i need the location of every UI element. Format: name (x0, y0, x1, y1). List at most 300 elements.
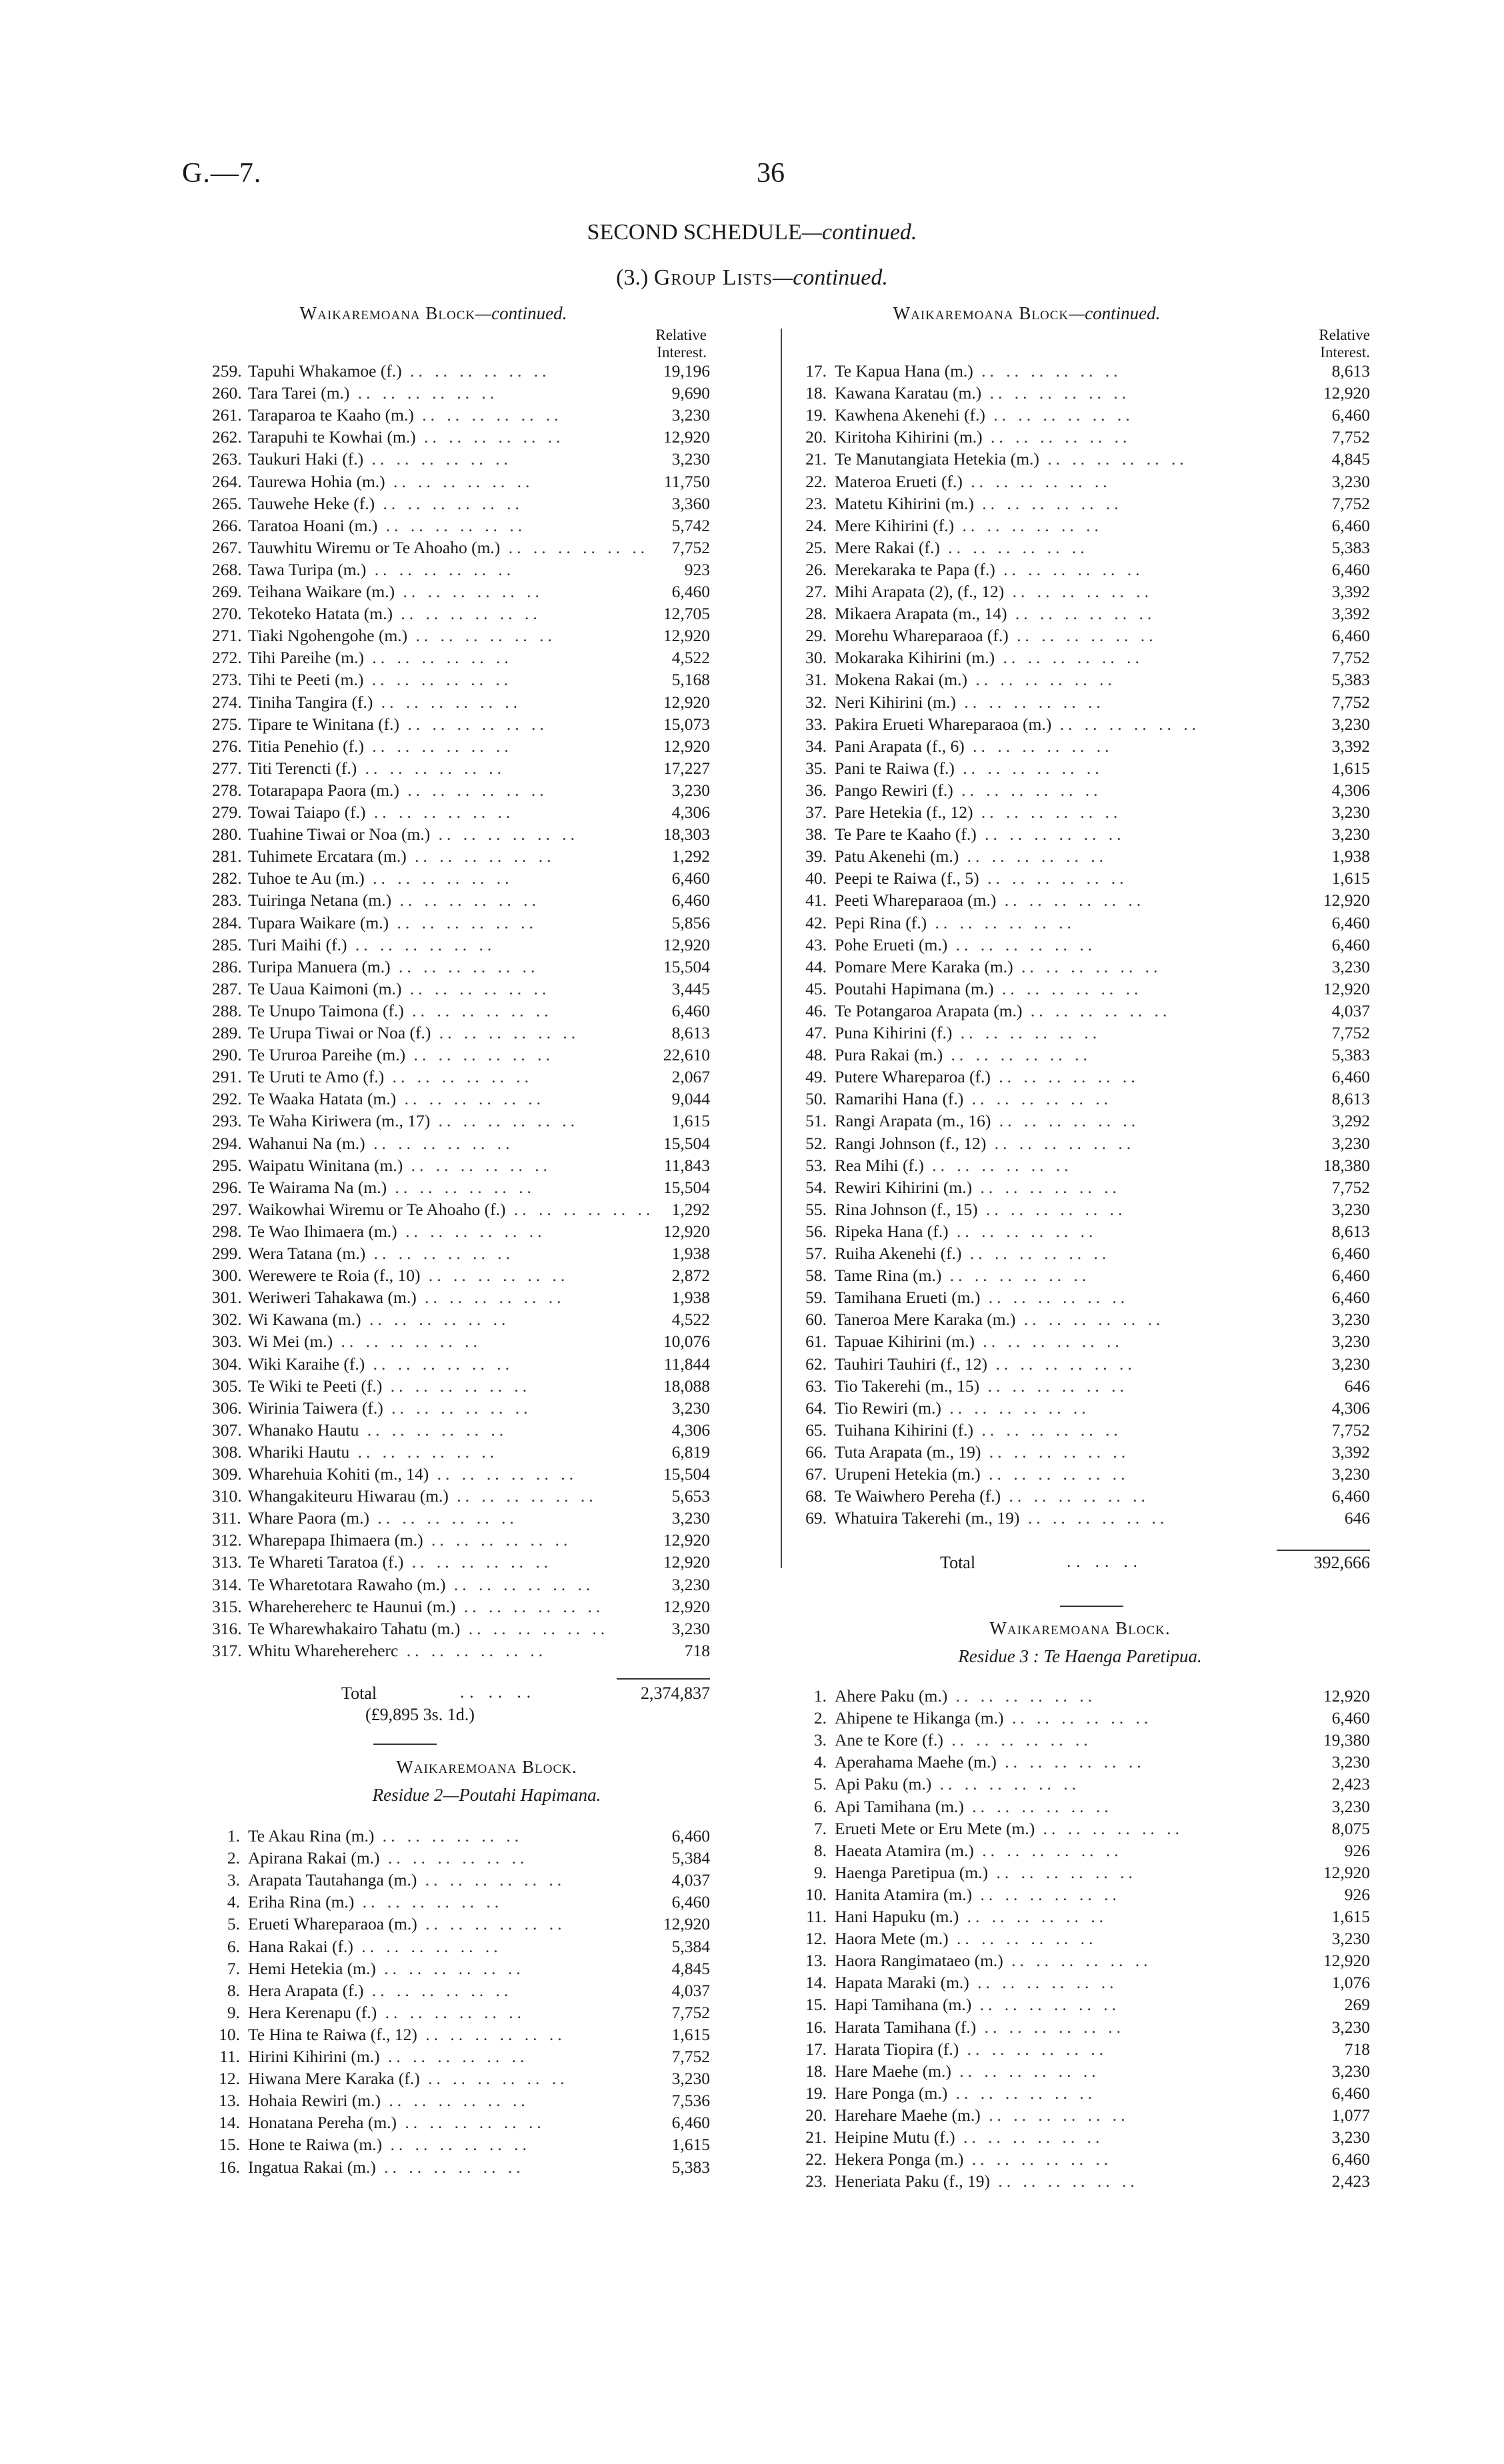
residue3-row-value: 19,380 (1323, 1730, 1370, 1750)
right-row (793, 1442, 1370, 1462)
right-row-name: Mere Kihirini (f.) .. .. .. .. .. .. (835, 515, 1103, 535)
right-row (793, 935, 1370, 955)
residue2-row-value: 4,037 (671, 1980, 710, 2000)
residue2-row-value: 5,383 (671, 2157, 710, 2177)
right-row (793, 516, 1370, 536)
right-row-value: 4,306 (1331, 1398, 1370, 1418)
right-row-name: Urupeni Hetekia (m.) .. .. .. .. .. .. (835, 1464, 1129, 1484)
left-row-number: 274. (212, 692, 242, 712)
right-row-name: Rangi Johnson (f., 12) .. .. .. .. .. .. (835, 1133, 1135, 1153)
left-row-value: 3,230 (671, 1508, 710, 1528)
right-row-name: Te Manutangiata Hetekia (m.) .. .. .. .. .. .. (835, 449, 1188, 469)
left-row (212, 1376, 710, 1396)
left-row-name: Wahanui Na (m.) .. .. .. .. .. .. (248, 1133, 514, 1153)
left-heading-suffix: —continued. (475, 303, 567, 323)
residue3-row-number: 13. (805, 1951, 827, 1971)
residue2-row (212, 1981, 710, 2001)
left-row-name: Waikowhai Wiremu or Te Ahoaho (f.) .. .. .. .. .. .. (248, 1199, 655, 1219)
right-row-number: 67. (805, 1464, 827, 1484)
left-row-value: 5,856 (671, 912, 710, 932)
left-row (212, 736, 710, 756)
right-row-value: 3,392 (1331, 736, 1370, 756)
residue3-row (793, 2171, 1370, 2191)
right-row-name: Pura Rakai (m.) .. .. .. .. .. .. (835, 1045, 1091, 1065)
left-row-value: 3,230 (671, 780, 710, 800)
right-row (793, 383, 1370, 403)
left-row-number: 290. (212, 1045, 242, 1065)
right-total-label: Total (940, 1553, 976, 1572)
right-row (793, 802, 1370, 822)
left-row (212, 1089, 710, 1109)
residue3-row-number: 22. (805, 2149, 827, 2169)
left-row-number: 304. (212, 1354, 242, 1374)
residue3-row-value: 6,460 (1331, 2083, 1370, 2103)
left-row-number: 261. (212, 405, 242, 425)
left-row (212, 1001, 710, 1021)
residue3-row-name: Heipine Mutu (f.) .. .. .. .. .. .. (835, 2127, 1104, 2147)
right-row (793, 736, 1370, 756)
left-row (212, 1332, 710, 1352)
right-row-name: Te Potangaroa Arapata (m.) .. .. .. .. .. .. (835, 1000, 1171, 1020)
left-row-name: Wiki Karaihe (f.) .. .. .. .. .. .. (248, 1354, 514, 1374)
right-row-value: 6,460 (1331, 1288, 1370, 1308)
left-row (212, 472, 710, 492)
right-row-number: 45. (805, 978, 827, 998)
left-row-number: 313. (212, 1552, 242, 1572)
right-row-value: 6,460 (1331, 515, 1370, 535)
left-row-name: Taraparoa te Kaaho (m.) .. .. .. .. .. .. (248, 405, 563, 425)
residue3-row (793, 2017, 1370, 2037)
residue3-row-value: 12,920 (1323, 1862, 1370, 1882)
right-row-value: 7,752 (1331, 493, 1370, 513)
residue3-row-number: 6. (813, 1796, 827, 1816)
residue3-row-number: 9. (813, 1862, 827, 1882)
right-colhead-line1: Relative (1319, 327, 1370, 343)
right-heading-text: Waikaremoana Block (893, 303, 1069, 323)
residue3-row-value: 1,077 (1331, 2105, 1370, 2125)
left-row-name: Te Ururoa Pareihe (m.) .. .. .. .. .. .. (248, 1045, 554, 1065)
right-row-name: Mihi Arapata (2), (f., 12) .. .. .. .. .. .. (835, 582, 1153, 601)
right-row (793, 979, 1370, 999)
left-row-number: 280. (212, 824, 242, 844)
right-row-value: 6,460 (1331, 559, 1370, 579)
right-row-value: 3,230 (1331, 1133, 1370, 1153)
residue2-row-number: 1. (227, 1826, 240, 1846)
residue3-row (793, 1708, 1370, 1728)
right-row-value: 4,306 (1331, 780, 1370, 800)
left-row (212, 670, 710, 690)
left-row-name: Tekoteko Hatata (m.) .. .. .. .. .. .. (248, 604, 541, 624)
right-row-value: 3,230 (1331, 1464, 1370, 1484)
right-row-name: Pango Rewiri (f.) .. .. .. .. .. .. (835, 780, 1102, 800)
residue2-row-name: Eriha Rina (m.) .. .. .. .. .. .. (248, 1892, 503, 1912)
left-row (212, 1067, 710, 1087)
residue2-row (212, 2157, 710, 2177)
right-row-number: 49. (805, 1067, 827, 1087)
left-row-number: 271. (212, 626, 242, 646)
left-section-heading (200, 303, 667, 324)
right-row-name: Merekaraka te Papa (f.) .. .. .. .. .. .. (835, 559, 1144, 579)
residue2-row (212, 1914, 710, 1934)
residue2-row-name: Hiwana Mere Karaka (f.) .. .. .. .. .. .. (248, 2069, 569, 2089)
residue2-row (212, 2047, 710, 2067)
residue2-row-name: Hirini Kihirini (m.) .. .. .. .. .. .. (248, 2047, 529, 2066)
right-row-number: 20. (805, 427, 827, 447)
left-row (212, 1111, 710, 1131)
right-row (793, 1354, 1370, 1374)
left-row-name: Te Urupa Tiwai or Noa (f.) .. .. .. .. .. .. (248, 1023, 580, 1042)
right-row-value: 6,460 (1331, 1486, 1370, 1506)
right-total-leader: .. .. .. (1067, 1553, 1143, 1571)
residue3-row-value: 2,423 (1331, 1774, 1370, 1794)
left-row-number: 260. (212, 383, 242, 403)
right-row-number: 54. (805, 1177, 827, 1197)
left-row-value: 3,445 (671, 978, 710, 998)
right-row-name: Rea Mihi (f.) .. .. .. .. .. .. (835, 1155, 1073, 1175)
residue3-row-name: Harehare Maehe (m.) .. .. .. .. .. .. (835, 2105, 1129, 2125)
residue3-row-name: Ahipene te Hikanga (m.) .. .. .. .. .. .. (835, 1708, 1153, 1728)
left-row (212, 1508, 710, 1528)
left-row (212, 780, 710, 800)
residue3-row-value: 8,075 (1331, 1818, 1370, 1838)
residue2-row-value: 7,752 (671, 2002, 710, 2022)
left-row (212, 1244, 710, 1264)
right-row-value: 18,380 (1323, 1155, 1370, 1175)
left-row-name: Tauwehe Heke (f.) .. .. .. .. .. .. (248, 493, 523, 513)
residue3-row (793, 1797, 1370, 1817)
right-row-name: Te Kapua Hana (m.) .. .. .. .. .. .. (835, 361, 1122, 381)
right-row-value: 7,752 (1331, 1420, 1370, 1440)
left-row-value: 4,306 (671, 802, 710, 822)
document-code: G.—7. (182, 158, 262, 189)
left-row-name: Wera Tatana (m.) .. .. .. .. .. .. (248, 1244, 514, 1263)
residue2-row (212, 2113, 710, 2133)
left-row-value: 1,292 (671, 1199, 710, 1219)
left-row-number: 266. (212, 515, 242, 535)
residue2-row-name: Arapata Tautahanga (m.) .. .. .. .. .. .. (248, 1870, 566, 1890)
right-row-number: 22. (805, 471, 827, 491)
right-row-name: Tapuae Kihirini (m.) .. .. .. .. .. .. (835, 1332, 1123, 1352)
left-row (212, 538, 710, 558)
residue3-row-name: Ane te Kore (f.) .. .. .. .. .. .. (835, 1730, 1092, 1750)
left-row (212, 1552, 710, 1572)
residue2-row-value: 3,230 (671, 2069, 710, 2089)
residue3-row-number: 16. (805, 2017, 827, 2037)
right-row-name: Mokena Rakai (m.) .. .. .. .. .. .. (835, 670, 1116, 690)
residue3-row (793, 1819, 1370, 1839)
right-row-value: 5,383 (1331, 537, 1370, 557)
right-row (793, 1200, 1370, 1220)
left-row-number: 309. (212, 1464, 242, 1484)
right-row-name: Pani te Raiwa (f.) .. .. .. .. .. .. (835, 758, 1103, 778)
right-row-number: 55. (805, 1199, 827, 1219)
left-colhead-line1: Relative (655, 327, 707, 343)
right-row-value: 3,230 (1331, 471, 1370, 491)
residue3-row-value: 1,076 (1331, 1973, 1370, 1993)
residue3-row-number: 19. (805, 2083, 827, 2103)
left-row (212, 846, 710, 866)
left-row-name: Titia Penehio (f.) .. .. .. .. .. .. (248, 736, 513, 756)
right-row-name: Mere Rakai (f.) .. .. .. .. .. .. (835, 537, 1089, 557)
right-row-name: Puna Kihirini (f.) .. .. .. .. .. .. (835, 1023, 1101, 1042)
right-row (793, 1310, 1370, 1330)
residue3-row-number: 4. (813, 1752, 827, 1772)
residue2-row-value: 5,384 (671, 1848, 710, 1868)
left-row-number: 273. (212, 670, 242, 690)
right-row-number: 62. (805, 1354, 827, 1374)
right-row-value: 3,230 (1331, 956, 1370, 976)
left-row-name: Whare Paora (m.) .. .. .. .. .. .. (248, 1508, 518, 1528)
left-row-number: 272. (212, 648, 242, 668)
left-row-name: Whariki Hautu .. .. .. .. .. .. (248, 1442, 498, 1462)
residue3-row (793, 2105, 1370, 2125)
right-row-name: Tio Rewiri (m.) .. .. .. .. .. .. (835, 1398, 1090, 1418)
right-row (793, 1486, 1370, 1506)
left-row (212, 957, 710, 977)
residue3-row (793, 2149, 1370, 2169)
right-row (793, 494, 1370, 514)
right-row (793, 1244, 1370, 1264)
right-row-name: Tio Takerehi (m., 15) .. .. .. .. .. .. (835, 1376, 1128, 1396)
left-row-name: Wharehuia Kohiti (m., 14) .. .. .. .. .. .. (248, 1464, 577, 1484)
right-row (793, 670, 1370, 690)
left-row (212, 604, 710, 624)
left-row (212, 1200, 710, 1220)
left-row-value: 12,920 (663, 626, 710, 646)
left-row-value: 1,938 (671, 1288, 710, 1308)
right-row-number: 48. (805, 1045, 827, 1065)
residue3-row (793, 2127, 1370, 2147)
right-row (793, 582, 1370, 602)
schedule-title-suffix: —continued. (801, 220, 917, 245)
right-row-value: 7,752 (1331, 1023, 1370, 1042)
left-row (212, 1354, 710, 1374)
right-row-number: 25. (805, 537, 827, 557)
right-row-name: Tuta Arapata (m., 19) .. .. .. .. .. .. (835, 1442, 1130, 1462)
residue2-row-value: 7,536 (671, 2091, 710, 2111)
residue2-row-name: Hemi Hetekia (m.) .. .. .. .. .. .. (248, 1958, 525, 1978)
left-row (212, 1597, 710, 1617)
residue3-row-number: 23. (805, 2171, 827, 2191)
right-row-number: 23. (805, 493, 827, 513)
left-row-number: 293. (212, 1111, 242, 1131)
left-total-leader: .. .. .. (460, 1684, 536, 1702)
right-row-name: Materoa Erueti (f.) .. .. .. .. .. .. (835, 471, 1111, 491)
residue3-row-name: Ahere Paku (m.) .. .. .. .. .. .. (835, 1686, 1096, 1706)
right-row-number: 46. (805, 1000, 827, 1020)
left-row-number: 259. (212, 361, 242, 381)
right-row (793, 427, 1370, 447)
left-row-value: 6,460 (671, 868, 710, 888)
left-row-number: 308. (212, 1442, 242, 1462)
left-row (212, 1045, 710, 1065)
left-row-name: Taukuri Haki (f.) .. .. .. .. .. .. (248, 449, 512, 469)
right-row-value: 6,460 (1331, 1067, 1370, 1087)
left-row-value: 12,705 (663, 604, 710, 624)
right-row-number: 33. (805, 714, 827, 734)
residue2-row-name: Te Akau Rina (m.) .. .. .. .. .. .. (248, 1826, 523, 1846)
left-row (212, 1266, 710, 1286)
right-row-name: Rina Johnson (f., 15) .. .. .. .. .. .. (835, 1199, 1127, 1219)
residue3-row-value: 3,230 (1331, 2127, 1370, 2147)
residue3-row-value: 12,920 (1323, 1686, 1370, 1706)
residue3-row-name: Haeata Atamira (m.) .. .. .. .. .. .. (835, 1840, 1123, 1860)
right-row (793, 1023, 1370, 1043)
left-row-value: 6,460 (671, 582, 710, 601)
right-row-value: 4,845 (1331, 449, 1370, 469)
right-row-value: 6,460 (1331, 405, 1370, 425)
right-row (793, 714, 1370, 734)
left-row (212, 427, 710, 447)
right-row-value: 3,292 (1331, 1111, 1370, 1131)
right-row-value: 3,230 (1331, 714, 1370, 734)
left-row (212, 979, 710, 999)
left-row-name: Te Uruti te Amo (f.) .. .. .. .. .. .. (248, 1067, 533, 1087)
left-row (212, 1464, 710, 1484)
left-row-number: 306. (212, 1398, 242, 1418)
residue2-row (212, 1826, 710, 1846)
right-row-name: Ripeka Hana (f.) .. .. .. .. .. .. (835, 1221, 1097, 1241)
right-row-number: 47. (805, 1023, 827, 1042)
residue2-row (212, 2025, 710, 2045)
residue3-row-number: 11. (806, 1907, 827, 1926)
left-row (212, 692, 710, 712)
residue3-row-name: Heneriata Paku (f., 19) .. .. .. .. .. .. (835, 2171, 1139, 2191)
right-row-name: Te Pare te Kaaho (f.) .. .. .. .. .. .. (835, 824, 1125, 844)
residue3-row-value: 718 (1344, 2039, 1370, 2059)
residue3-row (793, 2039, 1370, 2059)
left-row-name: Tihi Pareihe (m.) .. .. .. .. .. .. (248, 648, 513, 668)
left-row-value: 6,460 (671, 1000, 710, 1020)
left-row-number: 284. (212, 912, 242, 932)
right-row-value: 646 (1344, 1508, 1370, 1528)
right-row-name: Pohe Erueti (m.) .. .. .. .. .. .. (835, 934, 1096, 954)
left-row-name: Te Wharetotara Rawaho (m.) .. .. .. .. .. .. (248, 1574, 595, 1594)
left-row-name: Wharehereherc te Haunui (m.) .. .. .. .. .. .. (248, 1596, 605, 1616)
right-row-number: 68. (805, 1486, 827, 1506)
left-row-name: Tapuhi Whakamoe (f.) .. .. .. .. .. .. (248, 361, 551, 381)
residue2-row-number: 4. (227, 1892, 240, 1912)
right-row-value: 3,230 (1331, 1199, 1370, 1219)
left-row-number: 270. (212, 604, 242, 624)
left-row (212, 1442, 710, 1462)
left-row-value: 12,920 (663, 1552, 710, 1572)
residue3-row-value: 6,460 (1331, 2149, 1370, 2169)
right-row-value: 3,230 (1331, 1332, 1370, 1352)
right-row-number: 57. (805, 1244, 827, 1263)
left-row-name: Tuhoe te Au (m.) .. .. .. .. .. .. (248, 868, 513, 888)
residue3-row (793, 1730, 1370, 1750)
right-row-name: Putere Whareparoa (f.) .. .. .. .. .. .. (835, 1067, 1139, 1087)
schedule-title-main: SECOND SCHEDULE (587, 220, 802, 245)
left-row-value: 15,504 (663, 1177, 710, 1197)
left-row-value: 8,613 (671, 1023, 710, 1042)
left-row-value: 2,067 (671, 1067, 710, 1087)
residue3-subheading: Residue 3 : Te Haenga Paretipua. (958, 1646, 1202, 1666)
left-row-name: Taurewa Hohia (m.) .. .. .. .. .. .. (248, 471, 534, 491)
residue2-heading: Waikaremoana Block. (396, 1757, 577, 1777)
left-row-name: Tuhimete Ercatara (m.) .. .. .. .. .. .. (248, 846, 555, 866)
residue2-row-number: 6. (227, 1936, 240, 1956)
left-row-value: 12,920 (663, 692, 710, 712)
residue3-row-name: Api Tamihana (m.) .. .. .. .. .. .. (835, 1796, 1113, 1816)
left-row (212, 1310, 710, 1330)
left-row-value: 17,227 (663, 758, 710, 778)
left-row-value: 12,920 (663, 427, 710, 447)
left-row-number: 312. (212, 1530, 242, 1550)
right-row-name: Taneroa Mere Karaka (m.) .. .. .. .. .. .. (835, 1310, 1165, 1330)
residue2-row-value: 7,752 (671, 2047, 710, 2066)
right-row (793, 472, 1370, 492)
left-row-number: 276. (212, 736, 242, 756)
right-row-name: Matetu Kihirini (m.) .. .. .. .. .. .. (835, 493, 1123, 513)
residue2-row-number: 12. (219, 2069, 240, 2089)
left-row-number: 279. (212, 802, 242, 822)
right-row-name: Kiritoha Kihirini (m.) .. .. .. .. .. .. (835, 427, 1131, 447)
left-row-number: 262. (212, 427, 242, 447)
group-lists-subtitle (0, 265, 1504, 291)
left-row-value: 5,742 (671, 515, 710, 535)
left-row (212, 516, 710, 536)
right-row-name: Whatuira Takerehi (m., 19) .. .. .. .. .. .. (835, 1508, 1169, 1528)
residue3-row (793, 1995, 1370, 2015)
residue2-row-number: 15. (219, 2135, 240, 2155)
right-row-value: 3,230 (1331, 824, 1370, 844)
left-row-number: 263. (212, 449, 242, 469)
residue3-row-value: 6,460 (1331, 1708, 1370, 1728)
right-row-number: 28. (805, 604, 827, 624)
residue3-row-name: Hanita Atamira (m.) .. .. .. .. .. .. (835, 1884, 1121, 1904)
left-row (212, 1486, 710, 1506)
right-row-number: 35. (805, 758, 827, 778)
right-row-name: Neri Kihirini (m.) .. .. .. .. .. .. (835, 692, 1105, 712)
residue2-row-value: 6,460 (671, 1826, 710, 1846)
residue2-row-value: 1,615 (671, 2135, 710, 2155)
residue3-row-number: 2. (813, 1708, 827, 1728)
right-total-value: 392,666 (1313, 1553, 1370, 1572)
residue3-row-number: 12. (805, 1929, 827, 1949)
right-row-number: 30. (805, 648, 827, 668)
schedule-title (0, 220, 1504, 245)
left-row-value: 1,615 (671, 1111, 710, 1131)
subtitle-suffix: —continued. (773, 265, 888, 290)
left-row-value: 22,610 (663, 1045, 710, 1065)
residue3-row (793, 1752, 1370, 1772)
left-row-value: 12,920 (663, 1221, 710, 1241)
right-row (793, 780, 1370, 800)
residue3-row-value: 3,230 (1331, 1929, 1370, 1949)
right-row-number: 43. (805, 934, 827, 954)
residue3-row-name: Hekera Ponga (m.) .. .. .. .. .. .. (835, 2149, 1113, 2169)
right-row-value: 3,392 (1331, 582, 1370, 601)
left-row-name: Tiniha Tangira (f.) .. .. .. .. .. .. (248, 692, 522, 712)
residue3-row-name: Hapi Tamihana (m.) .. .. .. .. .. .. (835, 1995, 1120, 2015)
right-row-number: 29. (805, 626, 827, 646)
left-row-name: Te Whareti Taratoa (f.) .. .. .. .. .. .. (248, 1552, 553, 1572)
residue2-row-name: Hera Arapata (f.) .. .. .. .. .. .. (248, 1980, 513, 2000)
left-row-name: Whanako Hautu .. .. .. .. .. .. (248, 1420, 508, 1440)
residue3-row-value: 3,230 (1331, 2017, 1370, 2037)
left-row (212, 449, 710, 469)
left-row-number: 305. (212, 1376, 242, 1396)
left-row (212, 714, 710, 734)
left-row (212, 1575, 710, 1595)
right-row-value: 6,460 (1331, 1244, 1370, 1263)
right-row-name: Patu Akenehi (m.) .. .. .. .. .. .. (835, 846, 1108, 866)
residue3-row-number: 3. (813, 1730, 827, 1750)
right-row-name: Morehu Whareparaoa (f.) .. .. .. .. .. .. (835, 626, 1157, 646)
left-row-name: Whitu Wharehereherc .. .. .. .. .. .. (248, 1640, 547, 1660)
